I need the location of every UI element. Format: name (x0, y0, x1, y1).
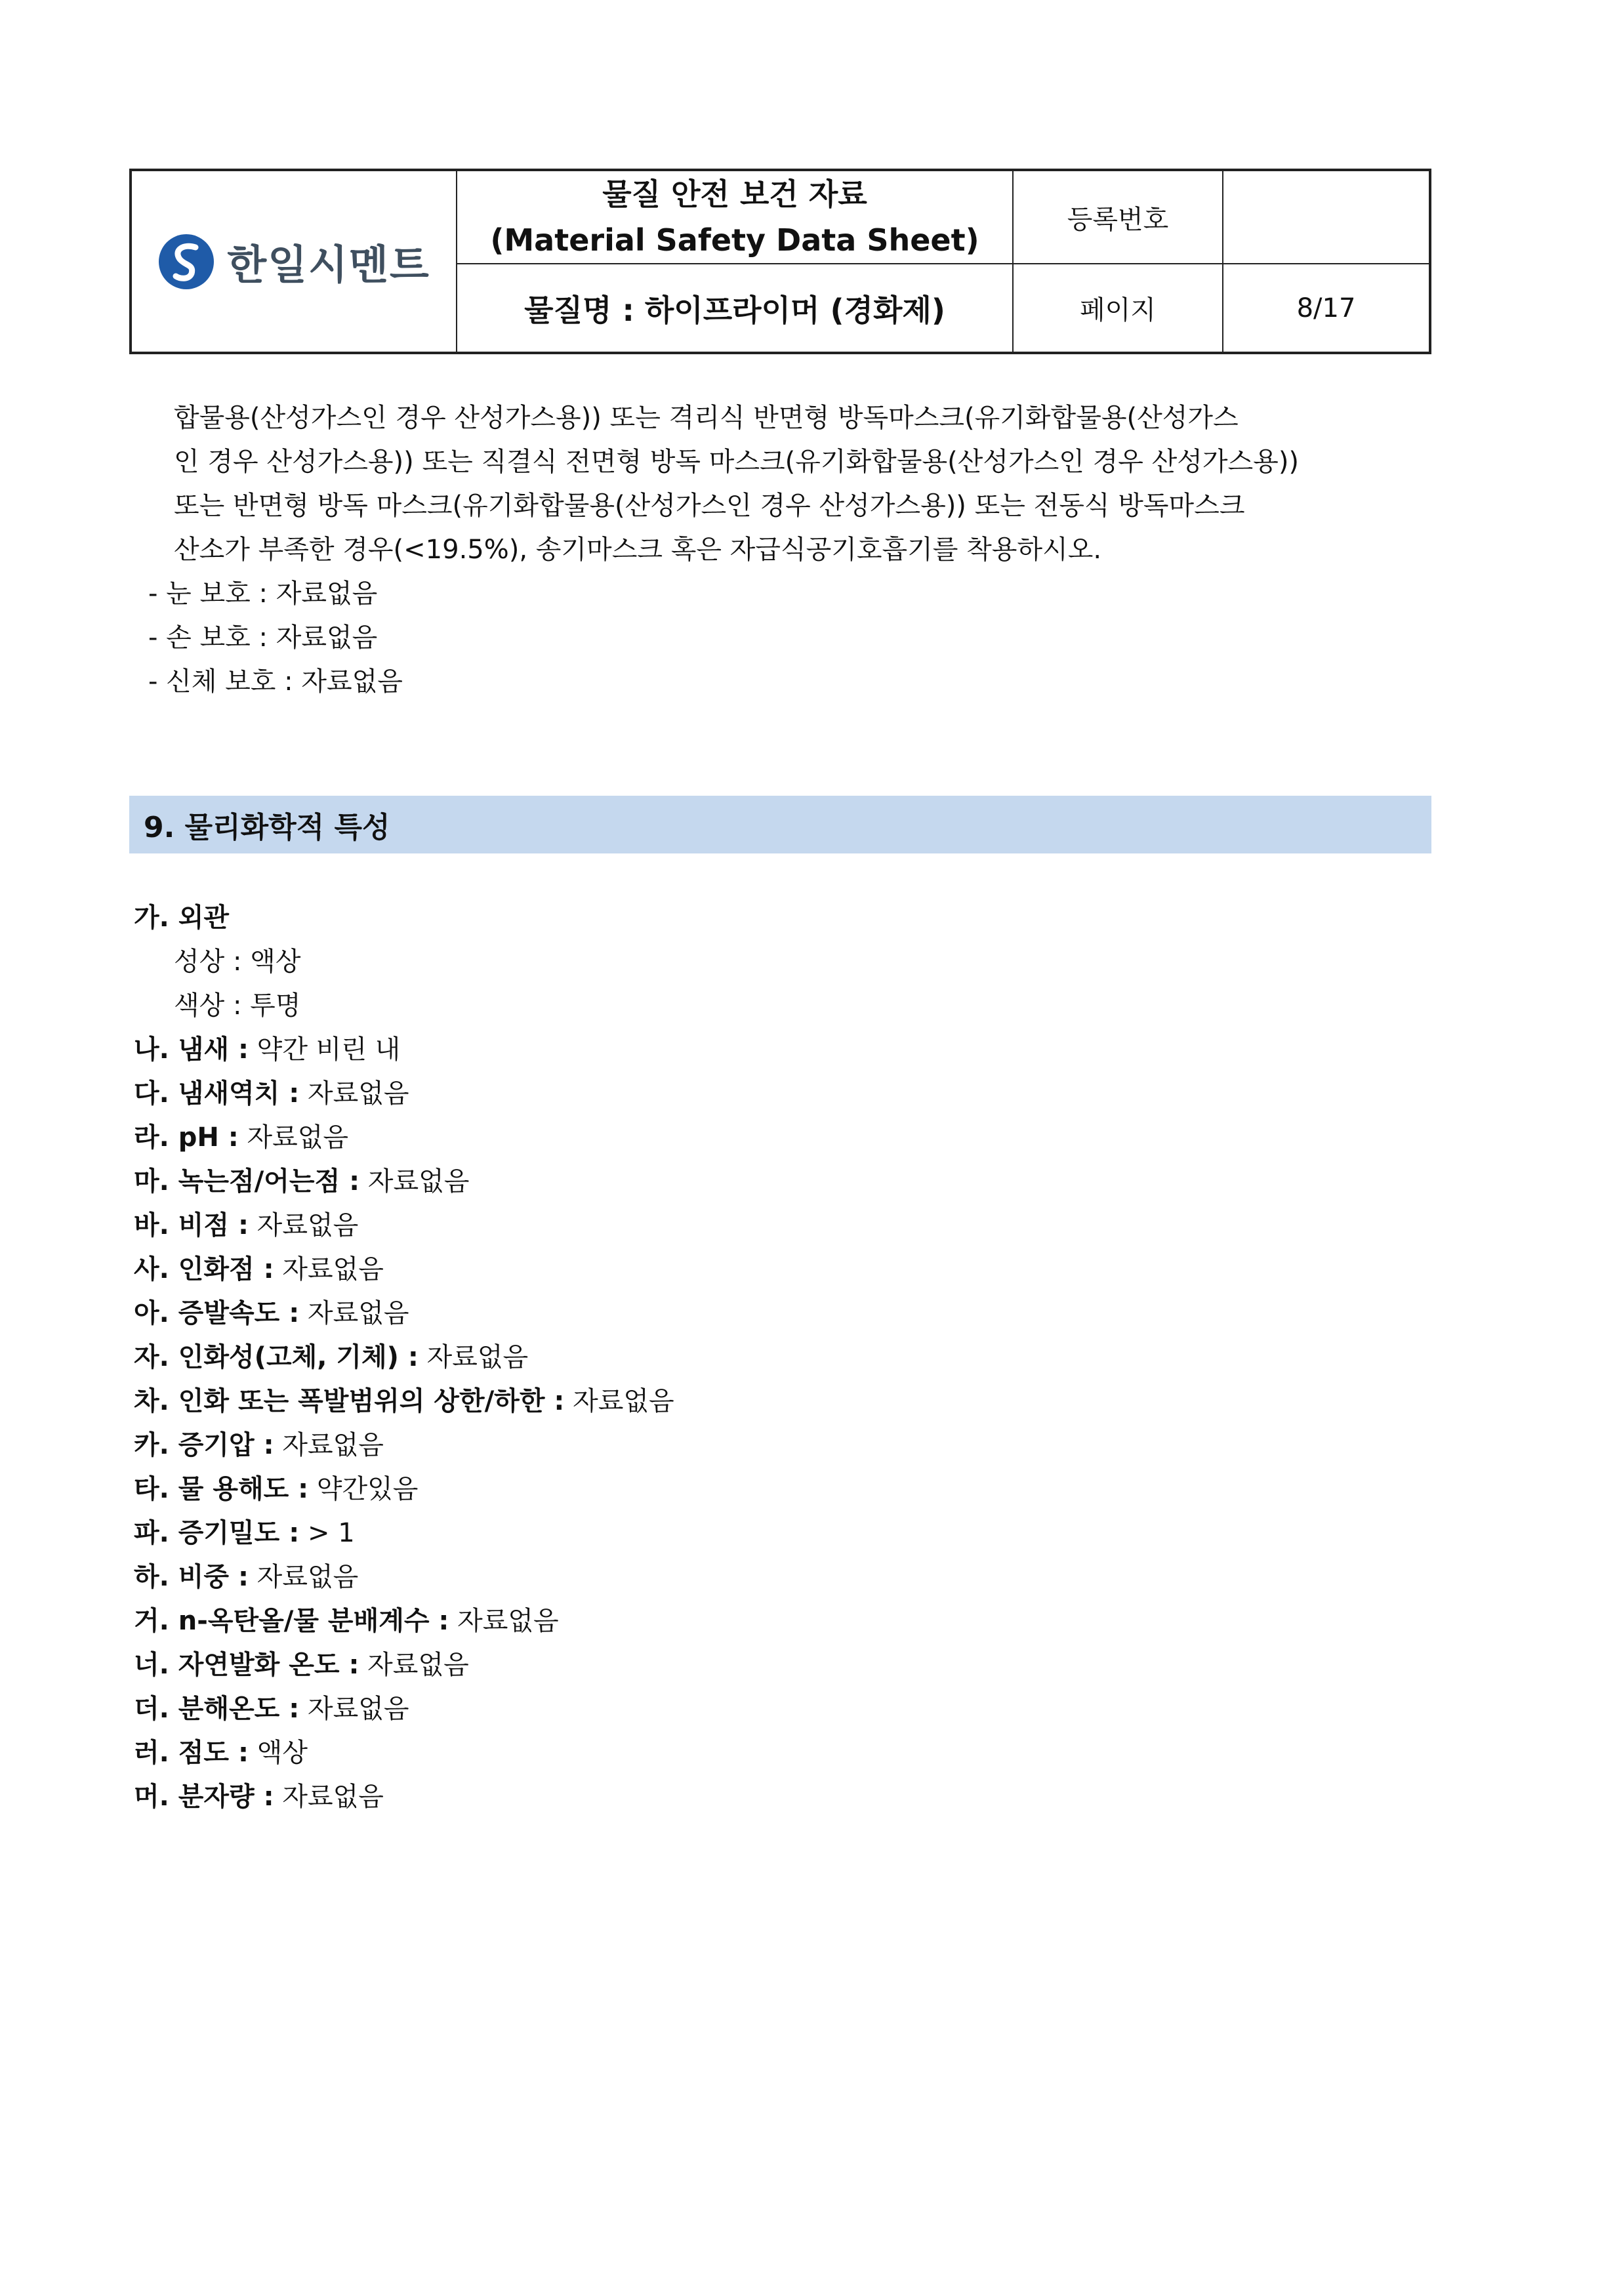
registration-value (1223, 171, 1429, 264)
property-label: 타. 물 용해도 : (134, 1474, 309, 1504)
respiratory-line-1: 합물용(산성가스인 경우 산성가스용)) 또는 격리식 반면형 방독마스크(유기화합물용(산성가스 (174, 403, 1239, 433)
property-value: 자료없음 (274, 1430, 384, 1460)
title-cell (457, 171, 1014, 264)
logo-cell (132, 171, 457, 352)
property-value: 자료없음 (274, 1782, 384, 1812)
property-label: 파. 증기밀도 : (134, 1518, 300, 1548)
property-label: 나. 냄새 : (134, 1035, 249, 1065)
property-flammability (134, 1341, 528, 1374)
property-label: 라. pH : (134, 1122, 239, 1153)
document-title-en: (Material Safety Data Sheet) (490, 222, 979, 258)
property-value: 자료없음 (359, 1650, 469, 1680)
property-value: 약간있음 (308, 1474, 419, 1504)
page-label: 페이지 (1014, 264, 1223, 352)
property-value: 자료없음 (248, 1562, 359, 1592)
property-melting-point (134, 1165, 469, 1198)
property-value: 자료없음 (238, 1122, 349, 1153)
property-molecular-weight (134, 1780, 384, 1813)
property-odor (134, 1033, 400, 1066)
property-value: 액상 (248, 1738, 308, 1768)
property-viscosity (134, 1736, 308, 1769)
property-label: 러. 점도 : (134, 1738, 249, 1768)
property-autoignition-temp (134, 1649, 469, 1681)
respiratory-line-2: 인 경우 산성가스용)) 또는 직결식 전면형 방독 마스크(유기화합물용(산성가스인 경우 산성가스용)) (174, 447, 1300, 477)
company-name: 한일시멘트 (227, 241, 430, 289)
property-value: > 1 (299, 1518, 355, 1548)
property-value: 자료없음 (248, 1210, 359, 1240)
appearance-color: 색상 : 투명 (174, 991, 301, 1021)
property-value: 자료없음 (299, 1298, 409, 1328)
property-label: 거. n-옥탄올/물 분배계수 : (134, 1606, 449, 1636)
appearance-label: 가. 외관 (134, 903, 230, 933)
property-vapor-pressure (134, 1429, 384, 1462)
property-value: 자료없음 (299, 1694, 409, 1724)
product-name: 물질명 : 하이프라이머 (경화제) (457, 264, 1014, 352)
property-explosive-limits (134, 1385, 674, 1418)
company-emblem-icon (157, 233, 215, 291)
property-water-solubility (134, 1473, 418, 1506)
property-value: 자료없음 (359, 1166, 470, 1197)
property-label: 바. 비점 : (134, 1210, 249, 1240)
property-label: 너. 자연발화 온도 : (134, 1650, 359, 1680)
property-value: 자료없음 (564, 1386, 674, 1416)
property-partition-coefficient (134, 1605, 559, 1637)
section-9-heading (129, 796, 1431, 853)
property-value: 자료없음 (299, 1078, 409, 1109)
property-value: 자료없음 (418, 1342, 529, 1372)
property-ph (134, 1121, 348, 1154)
property-value: 자료없음 (274, 1254, 384, 1284)
section-title: 9. 물리화학적 특성 (144, 811, 390, 844)
appearance-state: 성상 : 액상 (174, 947, 301, 977)
property-flash-point (134, 1253, 384, 1286)
document-header-table (129, 169, 1431, 354)
company-logo (157, 232, 430, 291)
document-title-ko: 물질 안전 보건 자료 (602, 176, 867, 212)
property-value: 자료없음 (449, 1606, 559, 1636)
property-label: 카. 증기압 : (134, 1430, 274, 1460)
respiratory-line-3: 또는 반면형 방독 마스크(유기화합물용(산성가스인 경우 산성가스용)) 또는 전동식 방독마스크 (174, 491, 1245, 521)
hand-protection: - 손 보호 : 자료없음 (148, 623, 378, 653)
property-vapor-density (134, 1517, 355, 1549)
page-number: 8/17 (1296, 293, 1356, 323)
property-label: 사. 인화점 : (134, 1254, 274, 1284)
property-decomposition-temp (134, 1692, 409, 1725)
property-label: 마. 녹는점/어는점 : (134, 1166, 360, 1197)
property-evaporation-rate (134, 1297, 409, 1330)
property-odor-threshold (134, 1077, 409, 1110)
property-label: 더. 분해온도 : (134, 1694, 300, 1724)
property-label: 아. 증발속도 : (134, 1298, 300, 1328)
registration-label: 등록번호 (1014, 171, 1223, 264)
property-value: 약간 비린 내 (248, 1035, 401, 1065)
property-label: 하. 비중 : (134, 1562, 249, 1592)
eye-protection: - 눈 보호 : 자료없음 (148, 579, 378, 609)
property-label: 머. 분자량 : (134, 1782, 274, 1812)
respiratory-line-4: 산소가 부족한 경우(<19.5%), 송기마스크 혹은 자급식공기호흡기를 착용하시오. (174, 535, 1102, 565)
property-specific-gravity (134, 1561, 358, 1593)
property-boiling-point (134, 1209, 358, 1242)
body-protection: - 신체 보호 : 자료없음 (148, 666, 403, 697)
property-label: 자. 인화성(고체, 기체) : (134, 1342, 419, 1372)
property-label: 다. 냄새역치 : (134, 1078, 300, 1109)
property-label: 차. 인화 또는 폭발범위의 상한/하한 : (134, 1386, 565, 1416)
